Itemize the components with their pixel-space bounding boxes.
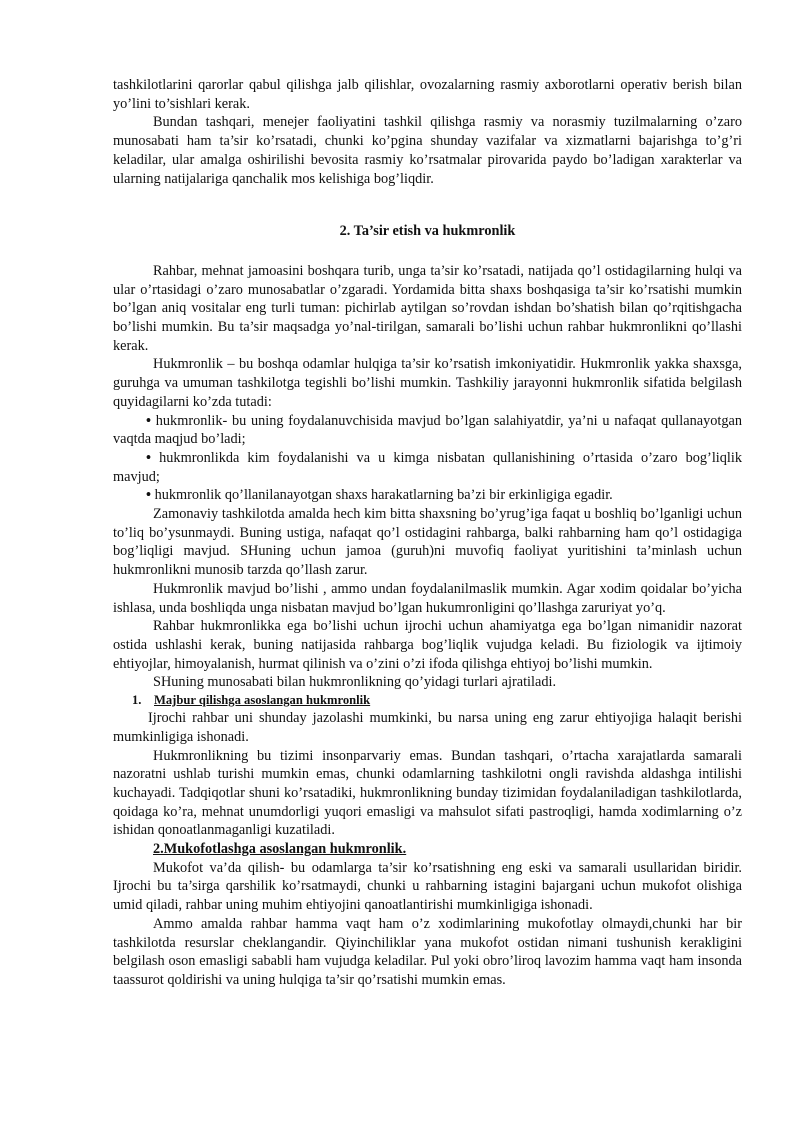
subheading-number: 1. (132, 693, 142, 708)
subheading-forced-power (132, 692, 742, 709)
paragraph: Hukmronlik mavjud bo’lishi , ammo undan foydalanilmaslik mumkin. Agar xodim qoidalar bo’yicha ishlasa, unda boshliqda unga nisbatan mavjud bo’lgan hukumronligini qo’llashga zaruriyat yo’q. (113, 580, 742, 616)
bullet-text: hukmronlik qo’llanilanayotgan shaxs harakatlarning ba’zi bir erkinligiga egadir. (154, 487, 613, 504)
bullet-text: hukmronlik- bu uning foydalanuvchisida mavjud bo’lgan salahiyatdir, ya’ni u nafaqat qullanayotgan vaqtda maqjud bo’ladi; (113, 412, 743, 448)
paragraph: SHuning munosabati bilan hukmronlikning qo’yidagi turlari ajratiladi. (153, 674, 557, 691)
paragraph: Bundan tashqari, menejer faoliyatini tashkil qilishga rasmiy va norasmiy tuzilmalarning o’zaro munosabati ham ta’sir ko’rsatadi, chunki ko’pgina shunday vazifalar va xizmatlarni bajarishga to’g’ri keladilar, ular amalga oshirilishi bevosita rasmiy ko’rsatmalar pirovarida paydo bo’ladigan xarakterlar va ularning natijalariga qanchalik mos kelishiga bog’liqdir. (113, 114, 742, 187)
bullet-icon: • (146, 449, 152, 466)
bullet-item (113, 449, 742, 486)
paragraph: Mukofot va’da qilish- bu odamlarga ta’sir ko’rsatishning eng eski va samarali usullaridan biridir. Ijrochi bu ta’sirga qarshilik ko’rsatmaydi, chunki u rahbarning istagini bajargani uchun mukofot olishiga umid qiladi, rahbar uning muhim ehtiyojini qanoatlantirishi mumkinligiga ishonadi. (113, 859, 742, 914)
bullet-item (113, 486, 742, 505)
paragraph: tashkilotlarini qarorlar qabul qilishga jalb qilishlar, ovozalarning rasmiy axborotlarni operativ berish bilan yo’lini to’sishlari kerak. (113, 77, 742, 112)
paragraph: Hukmronlik – bu boshqa odamlar hulqiga ta’sir ko’rsatish imkoniyatidir. Hukmronlik yakka shaxsga, guruhga va umuman tashkilotga tegishli bo’lishi mumkin. Tashkiliy jarayonni hukmronlik sifatida belgilash quyidagilarni ko’zda tutadi: (113, 356, 742, 410)
paragraph: Ammo amalda rahbar hamma vaqt ham o’z xodimlarining mukofotlay olmaydi,chunki har bir tashkilotda resurslar cheklangandir. Qiyinchiliklar yana mukofot ostidan nimani tushunish kerakligini belgilash oson emasligi sababli ham vujudga keladilar. Pul yoki obro’liroq lavozim hamma vaqt ham insonda taassurot qoldirishi va uning hulqiga ta’sir qo’rsatishi mumkin emas. (113, 915, 742, 988)
subheading-reward-power: 2.Mukofotlashga asoslangan hukmronlik. (153, 841, 407, 858)
bullet-text: hukmronlikda kim foydalanishi va u kimga nisbatan qullanishining o’rtasida o’zaro bog’liqlik mavjud; (113, 449, 743, 485)
section-title: 2. Ta’sir etish va hukmronlik (339, 223, 516, 240)
paragraph: Rahbar, mehnat jamoasini boshqara turib, unga ta’sir ko’rsatadi, natijada qo’l ostidagilarning hulqi va ular o’rtasidagi o’zaro munosabatlar o’zgaradi. Yordamida bitta shaxs boshqasiga ta’sir ko’rsatishi mumkin bo’lgan aniq vositalar eng turli tuman: pichirlab aytilgan so’rovdan ishdan bo’shatish bilan qo’rqitishgacha bo’lishi mumkin. Bu ta’sir maqsadga yo’nal-tirilgan, samarali bo’lishi uchun rahbar hukmronlikni qo’llashi kerak. (113, 262, 742, 354)
spacer (113, 188, 742, 222)
paragraph: Rahbar hukmronlikka ega bo’lishi uchun ijrochi uchun ahamiyatga ega bo’lgan nimanidir nazorat ostida ushlashi kerak, buning natijasida rahbarga bog’liqlik vujudga keladi. Bu fiziologik va ijtimoiy ehtiyojlar, himoyalanish, hurmat qilinish va o’zini o’zi ifoda qilishga ehtiyoj bo’lishi mumkin. (113, 618, 742, 672)
paragraph: Ijrochi rahbar uni shunday jazolashi mumkinki, bu narsa uning eng zarur ehtiyojiga halaqit berishi mumkinligiga ishonadi. (113, 710, 742, 745)
document-page (113, 76, 742, 990)
subheading-text: Majbur qilishga asoslangan hukmronlik (154, 693, 371, 708)
bullet-icon: • (146, 487, 152, 504)
bullet-item (113, 412, 742, 449)
paragraph: Zamonaviy tashkilotda amalda hech kim bitta shaxsning bo’yrug’iga faqat u boshliq bo’lganligi uchun to’liq bo’ysunmaydi. Buning ustiga, nafaqat qo’l ostidagini rahbarga, balki rahbarning ham qo’l ostidagiga bog’liqligi mavjud. SHuning uchun jamoa (guruh)ni muvofiq faoliyat yuritishini ta’minlash uchun hukmronlikni munosib tarzda qo’llash zarur. (113, 506, 742, 579)
bullet-icon: • (146, 412, 152, 429)
paragraph: Hukmronlikning bu tizimi insonparvariy emas. Bundan tashqari, o’rtacha xarajatlarda samarali nazoratni ushlab turishi mumkin emas, chunki odamlarning tashkilotni ongli ravishda aldashga intilishi kuchayadi. Tadqiqotlar shuni ko’rsatadiki, hukmronlikning bunday tizimidan foydalaniladigan tashkilotlarda, qoidaga ko’ra, mehnat unumdorligi yuqori emasligi va mahsulot sifati pastroqligi, hamda xodimlarning o’z ishidan qonoatlanmaganligi kuzatiladi. (113, 747, 742, 839)
